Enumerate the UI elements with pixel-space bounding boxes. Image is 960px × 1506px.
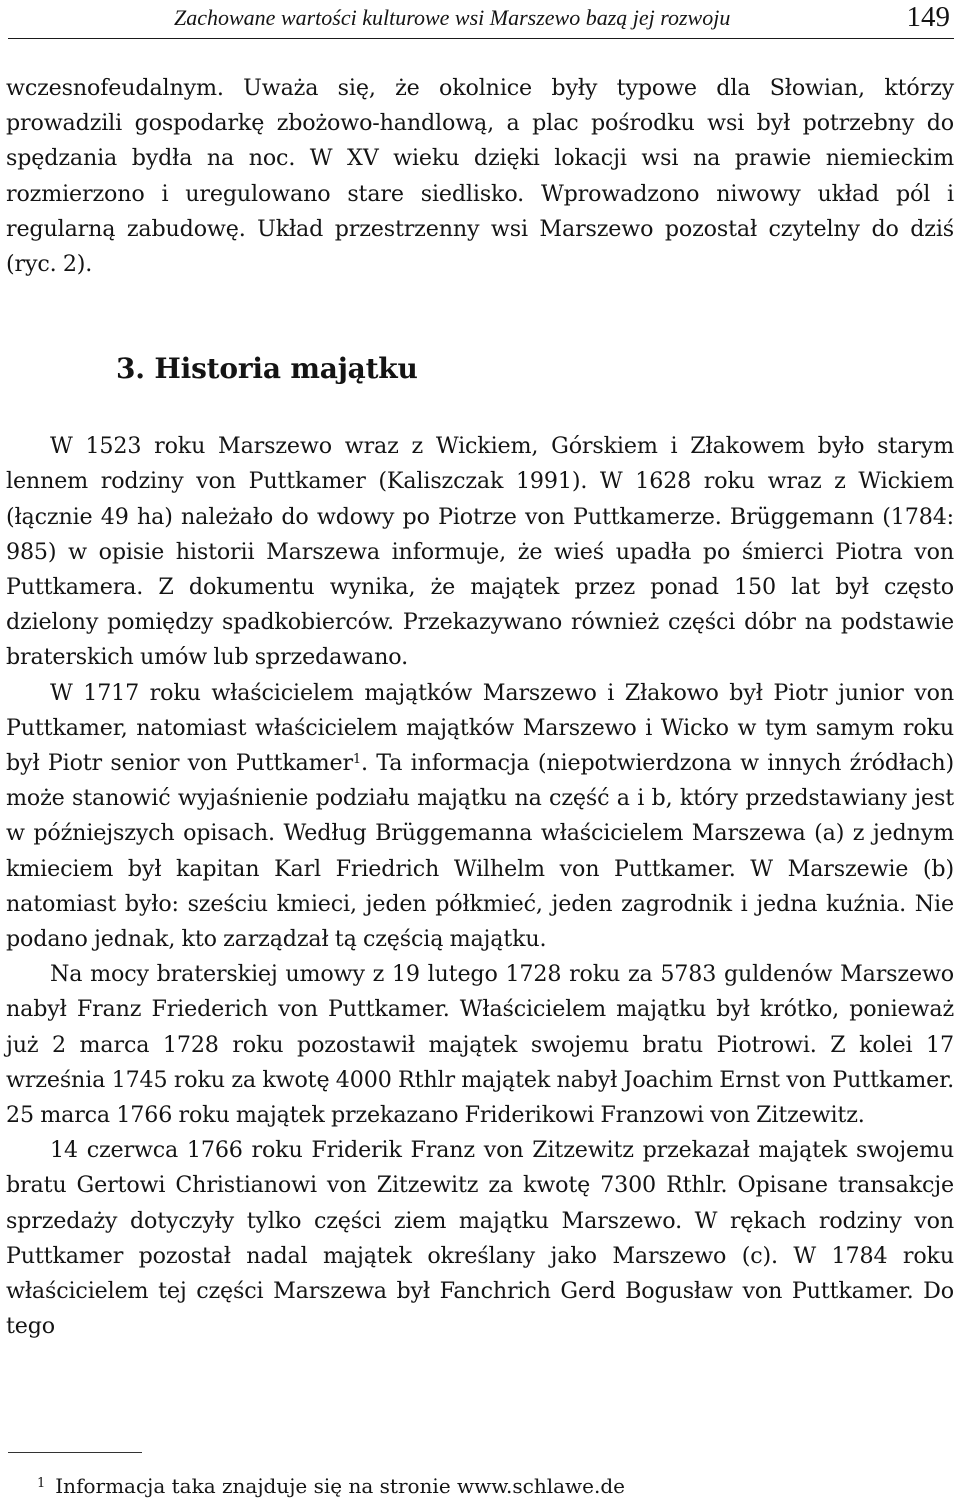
running-title: Zachowane wartości kulturowe wsi Marszewo bazą jej rozwoju [174, 5, 731, 30]
footnote-divider [8, 1452, 142, 1453]
page-body [6, 71, 954, 1345]
paragraph-2-text-a: W 1717 roku właścicielem majątków Marszewo i Złakowo był Piotr junior von Puttkamer, natomiast właścicielem majątków Marszewo i Wicko w tym samym roku był Piotr senior von Puttkamer [6, 679, 954, 777]
paragraph-2-text-b: . Ta informacja (niepotwierdzona w innych źródłach) może stanowić wyjaśnienie podziału majątku na część a i b, który przedstawiany jest w późniejszych opisach. Według Brüggemanna właścicielem Marszewa (a) z jednym kmieciem był kapitan Karl Friedrich Wilhelm von Puttkamer. W Marszewie (b) natomiast było: sześciu kmieci, jeden półkmieć, jeden zagrodnik i jedna kuźnia. Nie podano jednak, kto zarządzał tą częścią majątku. [6, 750, 954, 953]
paragraph-4: 14 czerwca 1766 roku Friderik Franz von Zitzewitz przekazał majątek swojemu bratu Gertowi Christianowi von Zitzewitz za kwotę 7300 Rthlr. Opisane transakcje sprzedaży dotyczyły tylko części ziem majątku Marszewo. W rękach rodziny von Puttkamer pozostał nadal majątek określany jako Marszewo (c). W 1784 roku właścicielem tej części Marszewa był Fanchrich Gerd Bogusław von Puttkamer. Do tego [6, 1137, 954, 1340]
footnote-marker: 1 [37, 1476, 46, 1491]
paragraph-1: W 1523 roku Marszewo wraz z Wickiem, Górskiem i Złakowem było starym lennem rodziny von Puttkamer (Kaliszczak 1991). W 1628 roku wraz z Wickiem (łącznie 49 ha) należało do wdowy po Piotrze von Puttkamerze. Brüggemann (1784: 985) w opisie historii Marszewa informuje, że wieś upadła po śmierci Piotra von Puttkamera. Z dokumentu wynika, że majątek przez ponad 150 lat był często dzielony pomiędzy spadkobierców. Przekazywano również części dóbr na podstawie braterskich umów lub sprzedawano. [6, 433, 954, 671]
section-heading: 3. Historia majątku [116, 352, 418, 386]
footnote-reference: 1 [352, 752, 362, 768]
paragraph-2 [6, 676, 954, 958]
footnote-text: Informacja taka znajduje się na stronie www.schlawe.de [55, 1474, 625, 1498]
running-header [8, 0, 954, 39]
paragraph-continued: wczesnofeudalnym. Uważa się, że okolnice były typowe dla Słowian, którzy prowadzili gospodarkę zbożowo-handlową, a plac pośrodku wsi był potrzebny do spędzania bydła na noc. W XV wieku dzięki lokacji wsi na prawie niemieckim rozmierzono i uregulowano stare siedlisko. Wprowadzono niwowy układ pól i regularną zabudowę. Układ przestrzenny wsi Marszewo pozostał czytelny do dziś (ryc. 2). [6, 75, 954, 278]
page-number: 149 [906, 1, 950, 33]
paragraph-3: Na mocy braterskiej umowy z 19 lutego 1728 roku za 5783 guldenów Marszewo nabył Franz Friederich von Puttkamer. Właścicielem majątku był krótko, ponieważ już 2 marca 1728 roku pozostawił majątek swojemu bratu Piotrowi. Z kolei 17 września 1745 roku za kwotę 4000 Rthlr majątek nabył Joachim Ernst von Puttkamer. 25 marca 1766 roku majątek przekazano Friderikowi Franzowi von Zitzewitz. [6, 961, 954, 1129]
footnote [37, 1473, 625, 1499]
